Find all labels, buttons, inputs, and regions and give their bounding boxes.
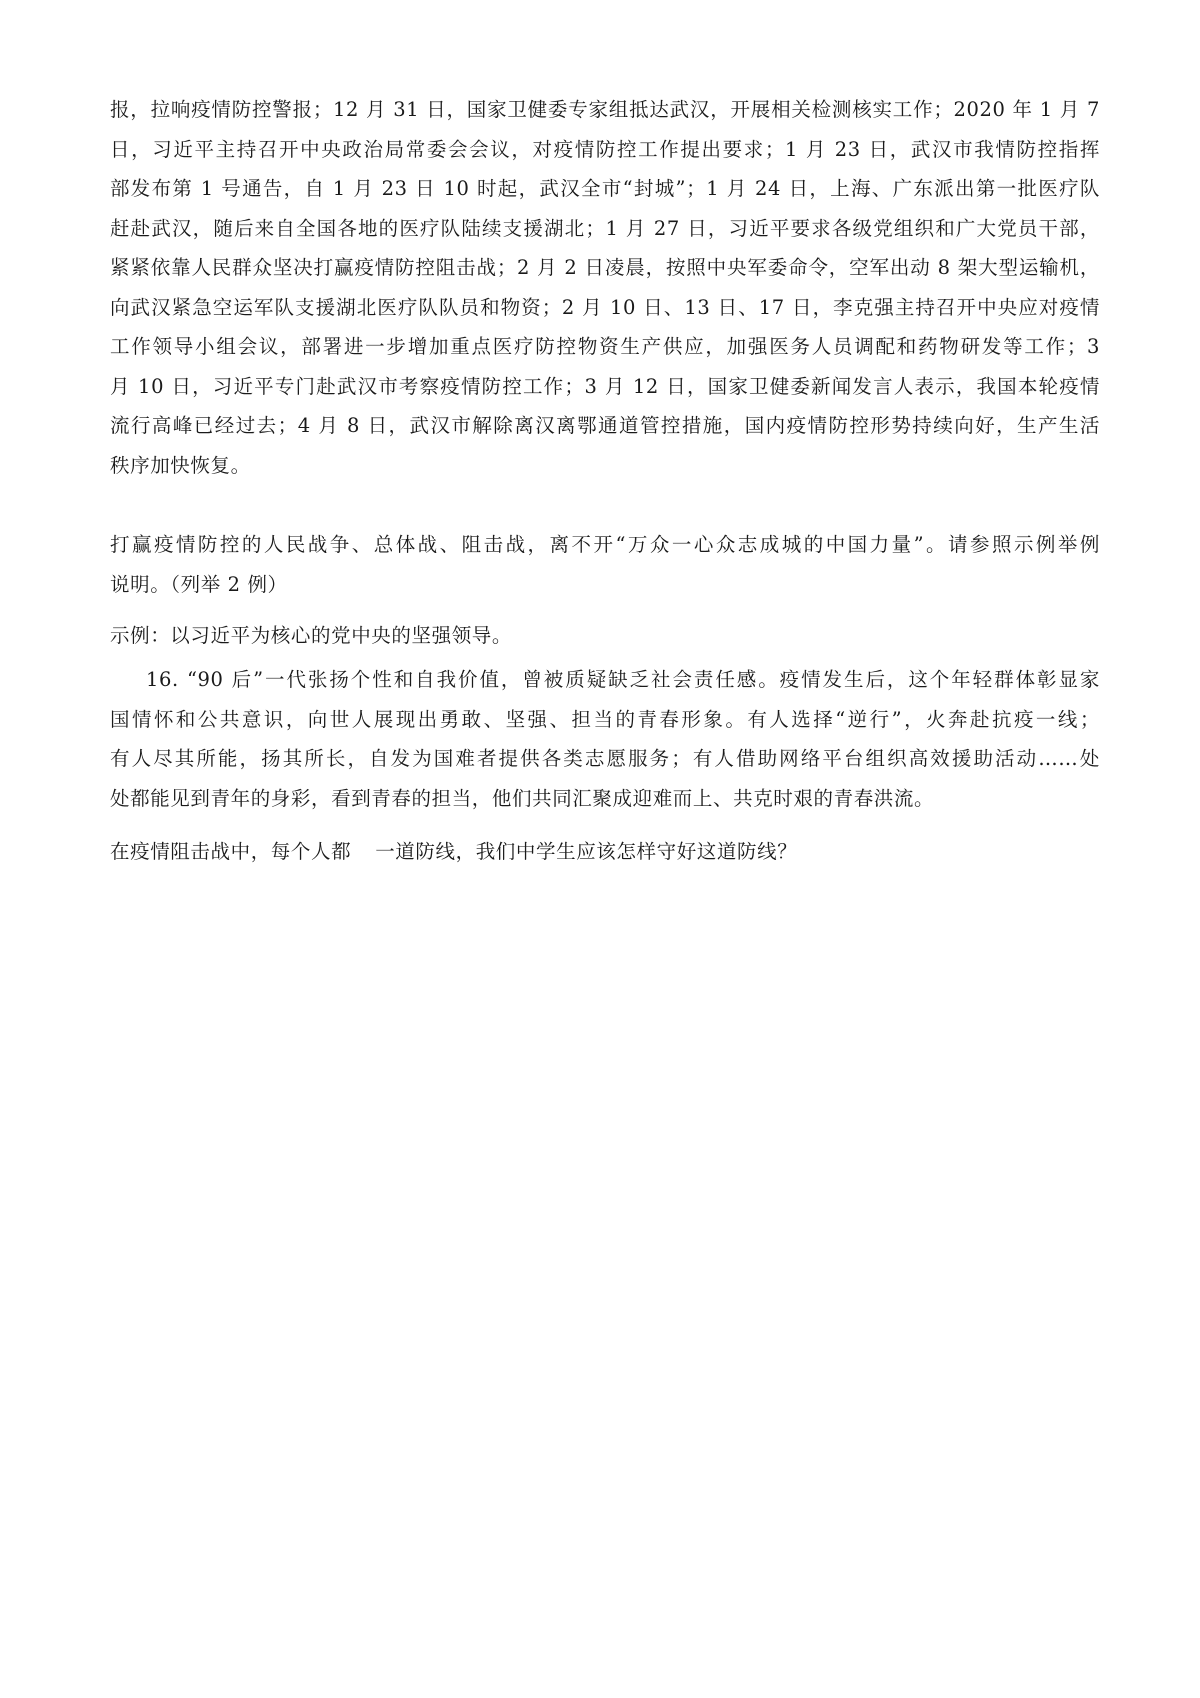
text-line: 处都能见到青年的身彩，看到青春的担当，他们共同汇聚成迎难而上、共克时艰的青春洪流。 xyxy=(110,786,935,810)
text-line: 向武汉紧急空运军队支援湖北医疗队队员和物资；2 月 10 日、13 日、17 日，李克强主持召开中央应对疫情 xyxy=(110,295,1100,319)
question-line: 说明。（列举 2 例） xyxy=(110,572,288,596)
text-line: 有人尽其所能，扬其所长，自发为国难者提供各类志愿服务；有人借助网络平台组织高效援助活动……处 xyxy=(110,747,1100,770)
question-16-part-1: 在疫情阻击战中，每个人都 xyxy=(110,840,352,863)
text-line: 赶赴武汉，随后来自全国各地的医疗队陆续支援湖北；1 月 27 日，习近平要求各级党组织和广大党员干部， xyxy=(110,216,1100,240)
question-16 xyxy=(110,832,1100,872)
text-line: 秩序加快恢复。 xyxy=(110,453,251,477)
question-15 xyxy=(110,525,1100,604)
example-answer xyxy=(110,616,1100,656)
text-line: 月 10 日，习近平专门赴武汉市考察疫情防控工作；3 月 12 日，国家卫健委新闻发言人表示，我国本轮疫情 xyxy=(110,374,1100,398)
text-line: 紧紧依靠人民群众坚决打赢疫情防控阻击战；2 月 2 日凌晨，按照中央军委命令，空军出动 8 架大型运输机， xyxy=(110,256,1100,279)
example-line: 示例：以习近平为核心的党中央的坚强领导。 xyxy=(110,624,513,647)
paragraph-15-context xyxy=(110,90,1100,485)
question-16-part-2: 一道防线，我们中学生应该怎样守好这道防线？ xyxy=(375,840,798,863)
text-line: 日，习近平主持召开中央政治局常委会会议，对疫情防控工作提出要求；1 月 23 日，武汉市我情防控指挥 xyxy=(110,137,1100,161)
question-line: 打赢疫情防控的人民战争、总体战、阻击战，离不开“万众一心众志成城的中国力量”。请参照示例举例 xyxy=(110,533,1100,556)
text-line: 流行高峰已经过去；4 月 8 日，武汉市解除离汉离鄂通道管控措施，国内疫情防控形势持续向好，生产生活 xyxy=(110,414,1100,437)
paragraph-16 xyxy=(110,660,1100,818)
text-line: 报，拉响疫情防控警报；12 月 31 日，国家卫健委专家组抵达武汉，开展相关检测核实工作；2020 年 1 月 7 xyxy=(110,98,1100,121)
text-line: 16. “90 后”一代张扬个性和自我价值，曾被质疑缺乏社会责任感。疫情发生后，这个年轻群体彰显家 xyxy=(146,668,1100,691)
text-line: 部发布第 1 号通告，自 1 月 23 日 10 时起，武汉全市“封城”；1 月 24 日，上海、广东派出第一批医疗队 xyxy=(110,177,1100,200)
text-line: 国情怀和公共意识，向世人展现出勇敢、坚强、担当的青春形象。有人选择“逆行”，火奔赴抗疫一线； xyxy=(110,707,1100,731)
text-line: 工作领导小组会议，部署进一步增加重点医疗防控物资生产供应，加强医务人员调配和药物研发等工作；3 xyxy=(110,335,1100,358)
question-line xyxy=(110,832,1100,872)
